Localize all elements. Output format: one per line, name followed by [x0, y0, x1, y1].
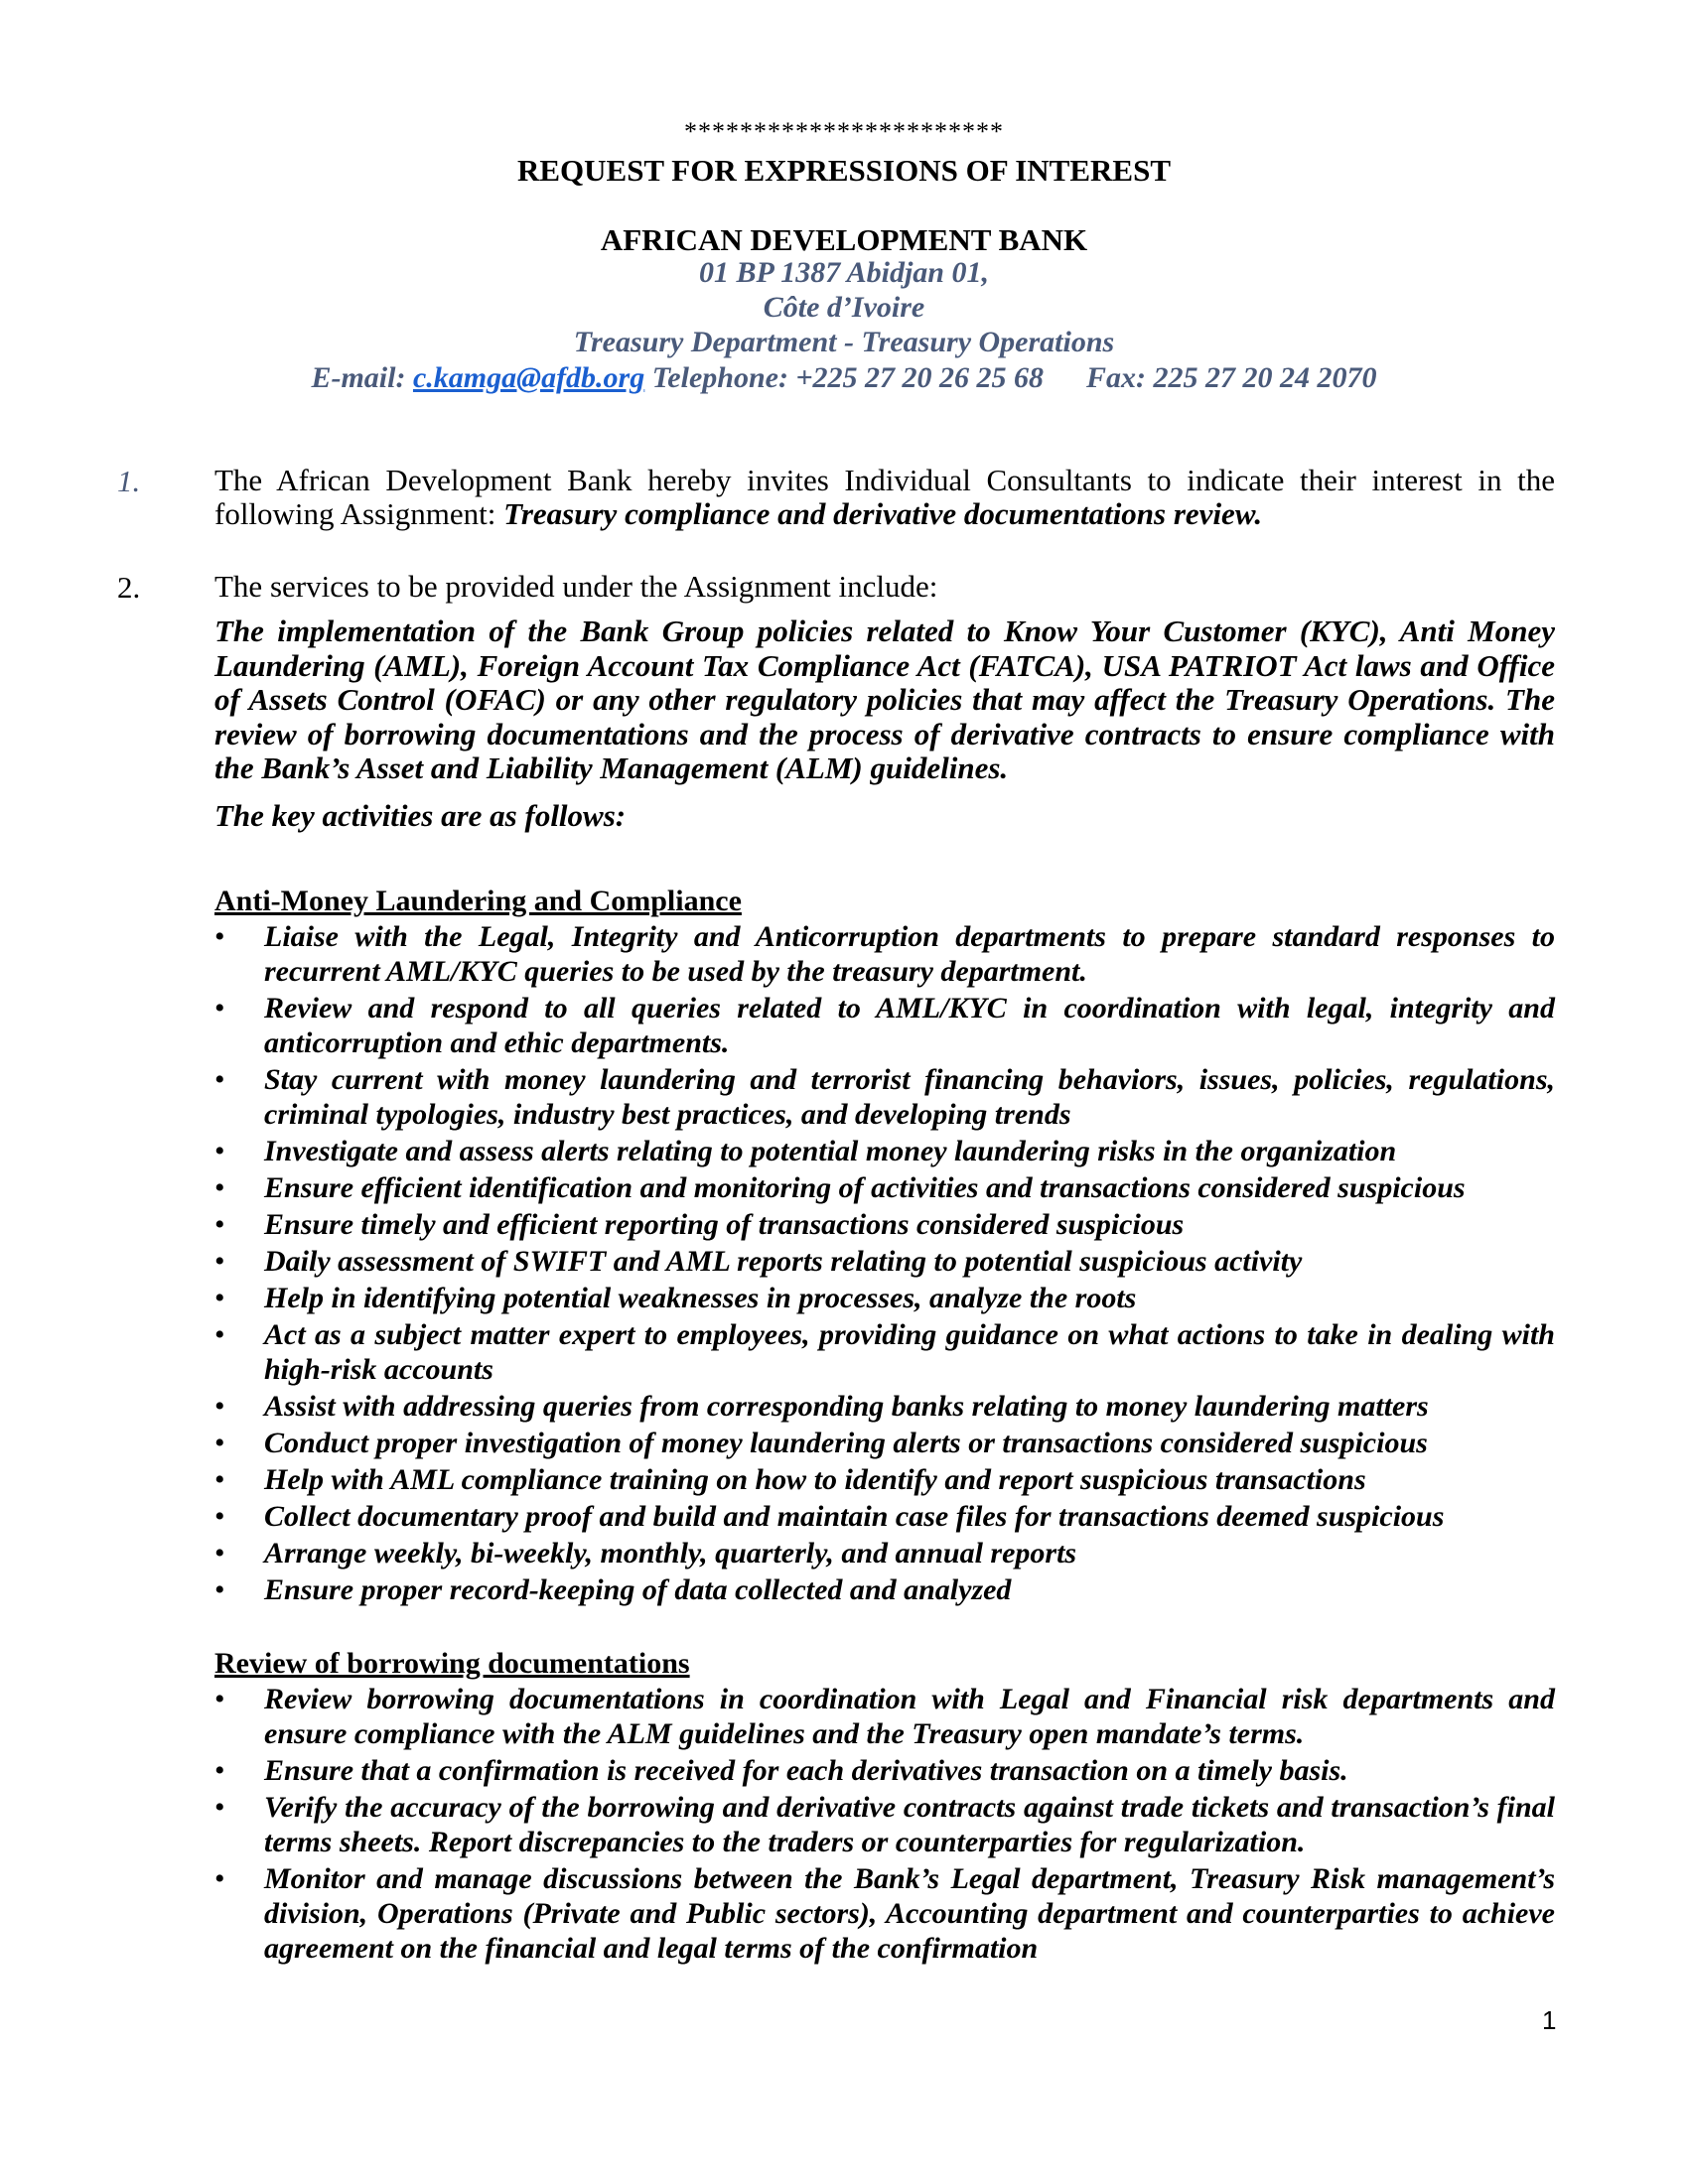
telephone: Telephone: +225 27 20 26 25 68	[651, 361, 1045, 394]
bullet-icon: •	[214, 1862, 225, 1895]
list-item: • Review and respond to all queries related to AML/KYC in coordination with legal, integrity and anticorruption and ethic departments.	[214, 992, 1555, 1059]
list-item: • Ensure proper record-keeping of data collected and analyzed	[214, 1573, 1012, 1606]
bullet-icon: •	[214, 920, 225, 953]
list-item: • Ensure efficient identification and monitoring of activities and transactions considered suspicious	[214, 1171, 1466, 1204]
list-item: • Daily assessment of SWIFT and AML reports relating to potential suspicious activity	[214, 1245, 1303, 1278]
list-item: • Ensure timely and efficient reporting of transactions considered suspicious	[214, 1208, 1185, 1241]
bullet-icon: •	[214, 1754, 225, 1787]
list-item: • Liaise with the Legal, Integrity and Anticorruption departments to prepare standard responses to recurrent AML/KYC queries to be used by the treasury department.	[214, 920, 1555, 988]
paragraph-1-text	[214, 464, 1555, 531]
email-label: E-mail:	[311, 361, 406, 394]
paragraph-1-body: The African Development Bank hereby invites Individual Consultants to indicate their interest in the following Assignment:	[214, 463, 1555, 531]
bullet-icon: •	[214, 1390, 225, 1423]
assignment-name: Treasury compliance and derivative documentations review.	[503, 496, 1263, 531]
bullet-icon: •	[214, 1135, 225, 1167]
section-title-borrowing: Review of borrowing documentations	[214, 1647, 690, 1680]
paragraph-2-text: The services to be provided under the Assignment include:	[214, 569, 938, 604]
address-line-2: Côte d’Ivoire	[763, 291, 925, 324]
borrowing-activities-list	[214, 1682, 1555, 1968]
bullet-icon: •	[214, 1537, 225, 1570]
bullet-icon: •	[214, 1245, 225, 1278]
bullet-icon: •	[214, 1500, 225, 1533]
paragraph-2-number: 2.	[117, 570, 141, 605]
bullet-icon: •	[214, 1463, 225, 1496]
list-item: • Act as a subject matter expert to employees, providing guidance on what actions to take in dealing with high-risk accounts	[214, 1318, 1555, 1386]
bullet-icon: •	[214, 1318, 225, 1351]
header-stars: ***********************	[684, 117, 1004, 146]
page-number: 1	[1542, 2005, 1557, 2035]
bullet-icon: •	[214, 1791, 225, 1824]
list-item: • Stay current with money laundering and terrorist financing behaviors, issues, policies, regulations, criminal typologies, industry best practices, and developing trends	[214, 1063, 1555, 1131]
list-item: • Ensure that a confirmation is received for each derivatives transaction on a timely basis.	[214, 1754, 1348, 1787]
list-item: • Verify the accuracy of the borrowing and derivative contracts against trade tickets and transaction’s final terms sheets. Report discrepancies to the traders or counterparties for regularization.	[214, 1791, 1555, 1858]
list-item: • Collect documentary proof and build and maintain case files for transactions deemed suspicious	[214, 1500, 1445, 1533]
list-item: • Investigate and assess alerts relating to potential money laundering risks in the organization	[214, 1135, 1397, 1167]
bullet-icon: •	[214, 1683, 225, 1715]
bullet-icon: •	[214, 992, 225, 1024]
bullet-icon: •	[214, 1427, 225, 1459]
scope-description: The implementation of the Bank Group policies related to Know Your Customer (KYC), Anti Money Laundering (AML), Foreign Account Tax Compliance Act (FATCA), USA PATRIOT Act laws and Office of Assets Control (OFAC) or any other regulatory policies that may affect the Treasury Operations. The review of borrowing documentations and the process of derivative contracts to ensure compliance with the Bank’s Asset and Liability Management (ALM) guidelines.	[214, 614, 1555, 785]
address-line-1: 01 BP 1387 Abidjan 01,	[699, 256, 989, 289]
list-item: • Conduct proper investigation of money laundering alerts or transactions considered suspicious	[214, 1427, 1428, 1459]
document-title: REQUEST FOR EXPRESSIONS OF INTEREST	[516, 153, 1172, 188]
list-item: • Monitor and manage discussions between the Bank’s Legal department, Treasury Risk management’s division, Operations (Private and Public sectors), Accounting department and counterparties to achieve agreement on the financial and legal terms of the confirmation	[214, 1862, 1555, 1965]
paragraph-1-number: 1.	[117, 464, 141, 498]
list-item: • Arrange weekly, bi-weekly, monthly, quarterly, and annual reports	[214, 1537, 1077, 1570]
email-link[interactable]: c.kamga@afdb.org	[412, 361, 645, 394]
key-activities-intro: The key activities are as follows:	[214, 798, 627, 833]
aml-activities-list	[214, 919, 1555, 1609]
list-item: • Help in identifying potential weaknesses in processes, analyze the roots	[214, 1282, 1137, 1314]
list-item: • Help with AML compliance training on how to identify and report suspicious transactions	[214, 1463, 1366, 1496]
section-title-aml: Anti-Money Laundering and Compliance	[214, 885, 742, 917]
department-line: Treasury Department - Treasury Operations	[573, 326, 1115, 358]
bullet-icon: •	[214, 1171, 225, 1204]
organization-name: AFRICAN DEVELOPMENT BANK	[600, 222, 1088, 257]
fax: Fax: 225 27 20 24 2070	[1086, 361, 1377, 394]
list-item: • Review borrowing documentations in coordination with Legal and Financial risk departments and ensure compliance with the ALM guidelines and the Treasury open mandate’s terms.	[214, 1683, 1555, 1750]
contact-line	[0, 361, 1688, 395]
bullet-icon: •	[214, 1573, 225, 1606]
bullet-icon: •	[214, 1282, 225, 1314]
bullet-icon: •	[214, 1208, 225, 1241]
bullet-icon: •	[214, 1063, 225, 1096]
list-item: • Assist with addressing queries from corresponding banks relating to money laundering matters	[214, 1390, 1429, 1423]
